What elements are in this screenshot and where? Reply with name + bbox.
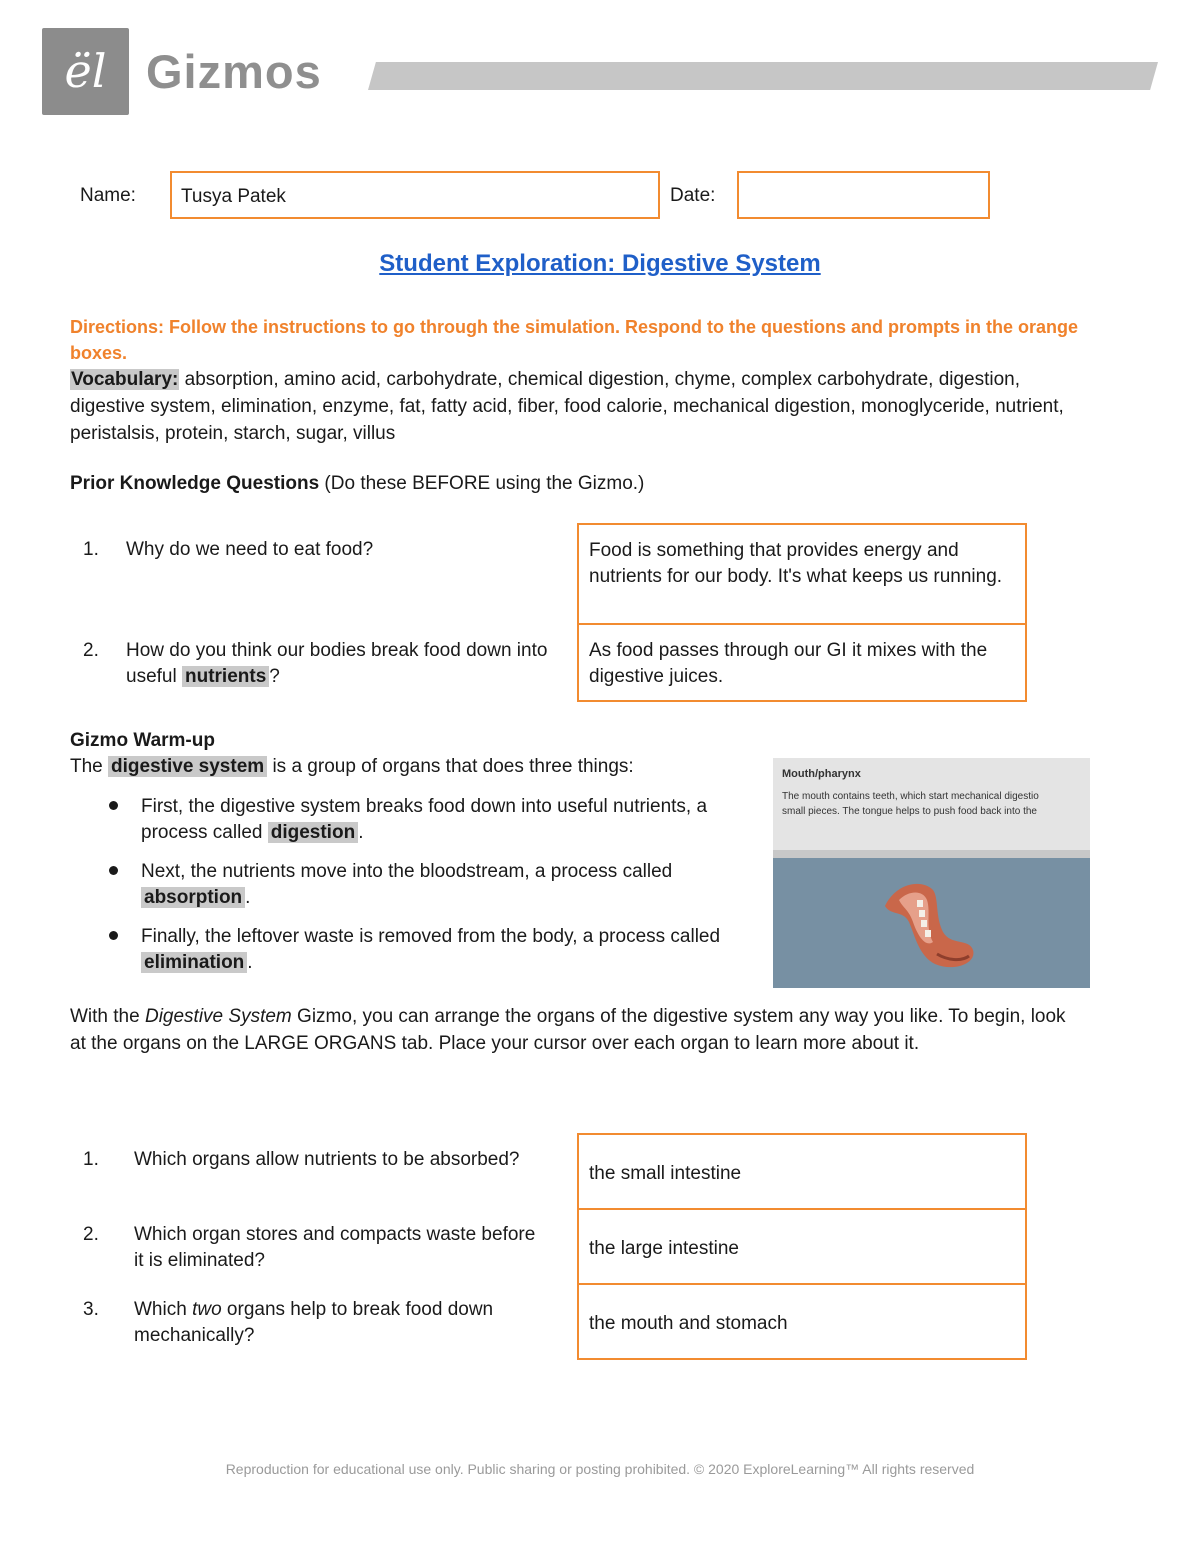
gizmo-info-text: The mouth contains teeth, which start mechanical digestio small pieces. The tongue helps to push food back into the [782, 791, 1039, 817]
warmup-question-number: 1. [83, 1149, 99, 1170]
footer-copyright: Reproduction for educational use only. Public sharing or posting prohibited. © 2020 ExploreLearning™ All rights reserved [225, 1461, 975, 1477]
answer-box[interactable]: As food passes through our GI it mixes with the digestive juices. [589, 640, 988, 687]
brand-name: Gizmos [146, 45, 322, 98]
page-title: Student Exploration: Digestive System [379, 250, 821, 277]
name-label: Name: [80, 185, 136, 206]
nutrients-highlight: nutrients [182, 666, 269, 687]
answer-box[interactable]: the small intestine [579, 1135, 1025, 1210]
warmup-question-text: Which organ stores and compacts waste before it is eliminated? [134, 1224, 536, 1271]
digestion-highlight: digestion [268, 822, 358, 843]
header-bar [368, 62, 1158, 90]
prior-answers-table [577, 523, 1027, 702]
date-field[interactable] [737, 171, 990, 219]
elimination-highlight: elimination [141, 952, 247, 973]
vocabulary-section [70, 366, 1080, 447]
warmup-intro: The digestive system is a group of organs that does three things: [70, 756, 634, 777]
prior-question-text: How do you think our bodies break food down into useful nutrients ? [126, 640, 548, 687]
answer-box[interactable]: Food is something that provides energy and nutrients for our body. It's what keeps us running. [579, 525, 1025, 625]
vocabulary-label: Vocabulary: [71, 369, 179, 390]
name-field[interactable]: Tusya Patek [170, 171, 660, 219]
list-item: Finally, the leftover waste is removed from the body, a process called elimination . [141, 926, 721, 973]
warmup-heading: Gizmo Warm-up [70, 730, 215, 751]
gizmo-screenshot [773, 758, 1090, 988]
prior-question-number: 2. [83, 640, 99, 661]
bullet-icon [109, 801, 118, 810]
prior-question-text: Why do we need to eat food? [126, 539, 374, 560]
explorelearning-logo-glyph: ël [64, 44, 107, 98]
directions-text: Directions: Follow the instructions to go through the simulation. Respond to the questions and prompts in the orange boxes. [70, 317, 1078, 363]
answer-box[interactable]: the mouth and stomach [589, 1313, 788, 1334]
warmup-question-number: 2. [83, 1224, 99, 1245]
answer-box[interactable]: the large intestine [579, 1210, 1025, 1285]
gizmo-info-title: Mouth/pharynx [782, 768, 861, 780]
warmup-question-text: Which organs allow nutrients to be absorbed? [134, 1149, 520, 1170]
list-item: First, the digestive system breaks food down into useful nutrients, a process called digestion . [141, 796, 708, 843]
warmup-question-text: Which two organs help to break food down mechanically? [134, 1299, 494, 1346]
bullet-icon [109, 866, 118, 875]
warmup-answers-table [577, 1133, 1027, 1360]
prior-knowledge-note: (Do these BEFORE using the Gizmo.) [319, 473, 645, 494]
mouth-pharynx-organ-icon [873, 876, 983, 971]
prior-question-number: 1. [83, 539, 99, 560]
date-label: Date: [670, 185, 716, 206]
gizmo-divider [773, 850, 1090, 858]
vocabulary-terms: absorption, amino acid, carbohydrate, chemical digestion, chyme, complex carbohydrate, digestion, digestive system, elimination, enzyme, fat, fatty acid, fiber, food calorie, mechanical digestion, monoglyceride, nutrient, peristalsis, protein, starch, sugar, villus [70, 369, 1064, 444]
list-item: Next, the nutrients move into the bloodstream, a process called absorption . [141, 861, 673, 908]
instructions-paragraph: With the Digestive System Gizmo, you can arrange the organs of the digestive system any way you like. To begin, look at the organs on the LARGE ORGANS tab. Place your cursor over each organ to learn more about it. [70, 1006, 1066, 1054]
absorption-highlight: absorption [141, 887, 245, 908]
warmup-question-number: 3. [83, 1299, 99, 1320]
digestive-system-highlight: digestive system [108, 756, 267, 777]
prior-knowledge-heading-row [70, 473, 644, 495]
prior-knowledge-heading: Prior Knowledge Questions [70, 473, 320, 494]
bullet-icon [109, 931, 118, 940]
